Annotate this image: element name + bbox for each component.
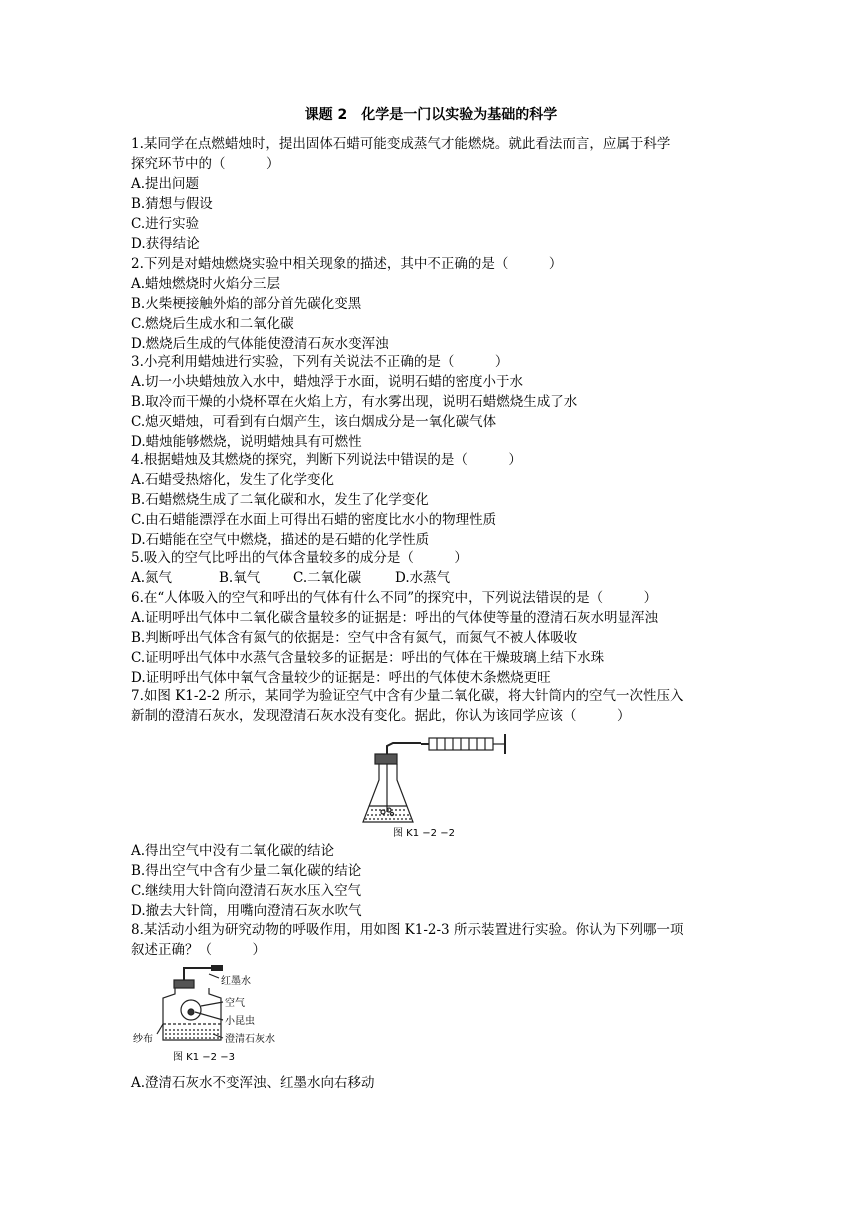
- question-4: [131, 450, 731, 550]
- option-c: C.燃烧后生成水和二氧化碳: [131, 316, 294, 332]
- option-b: B.氧气: [219, 570, 261, 586]
- question-stem: 5.吸入的空气比呼出的气体含量较多的成分是（ ）: [131, 550, 468, 566]
- label-air: 空气: [225, 998, 245, 1009]
- question-stem: 4.根据蜡烛及其燃烧的探究，判断下列说法中错误的是（ ）: [131, 452, 522, 468]
- question-8: [131, 920, 731, 960]
- question-2: [131, 254, 731, 354]
- option-a: A.切一小块蜡烛放入水中，蜡烛浮于水面，说明石蜡的密度小于水: [131, 374, 524, 390]
- question-stem: 6.在“人体吸入的空气和呼出的气体有什么不同”的探究中，下列说法错误的是（ ）: [131, 590, 658, 606]
- question-7-options: [131, 841, 731, 921]
- conical-flask: [363, 764, 413, 822]
- option-c: C.熄灭蜡烛，可看到有白烟产生，该白烟成分是一氧化碳气体: [131, 414, 497, 430]
- option-a: A.石蜡受热熔化，发生了化学变化: [131, 472, 335, 488]
- option-c: C.二氧化碳: [293, 570, 362, 586]
- option-d: D.获得结论: [131, 236, 200, 252]
- figure-caption: 图 K1 −2 −2: [393, 828, 455, 839]
- label-insect: 小昆虫: [225, 1016, 255, 1027]
- question-8-options: [131, 1073, 731, 1093]
- option-a: A.氮气: [131, 570, 173, 586]
- option-c: C.由石蜡能漂浮在水面上可得出石蜡的密度比水小的物理性质: [131, 512, 497, 528]
- figure-k1-2-3: [133, 962, 303, 1068]
- label-limewater: 澄清石灰水: [225, 1034, 275, 1045]
- option-c: C.证明呼出气体中水蒸气含量较多的证据是：呼出的气体在干燥玻璃上结下水珠: [131, 650, 605, 666]
- question-7: [131, 686, 731, 726]
- question-stem: 3.小亮利用蜡烛进行实验，下列有关说法不正确的是（ ）: [131, 354, 509, 370]
- syringe-flask-diagram: [355, 730, 535, 840]
- figure-caption: 图 K1 −2 −3: [173, 1052, 235, 1063]
- options-row: [131, 568, 731, 588]
- option-d: D.证明呼出气体中氧气含量较少的证据是：呼出的气体使木条燃烧更旺: [131, 670, 551, 686]
- question-stem: 新制的澄清石灰水，发现澄清石灰水没有变化。据此，你认为该同学应该（ ）: [131, 708, 631, 724]
- option-b: B.火柴梗接触外焰的部分首先碳化变黑: [131, 296, 362, 312]
- option-b: B.石蜡燃烧生成了二氧化碳和水，发生了化学变化: [131, 492, 429, 508]
- question-stem: 2.下列是对蜡烛燃烧实验中相关现象的描述，其中不正确的是（ ）: [131, 256, 563, 272]
- question-stem: 探究环节中的（ ）: [131, 156, 280, 172]
- question-3: [131, 352, 731, 452]
- option-a: A.提出问题: [131, 176, 200, 192]
- option-c: C.进行实验: [131, 216, 200, 232]
- page-title: 课题 2 化学是一门以实验为基础的科学: [304, 107, 558, 123]
- option-d: D.燃烧后生成的气体能使澄清石灰水变浑浊: [131, 336, 389, 352]
- figure-k1-2-2: [355, 730, 535, 840]
- question-stem: 7.如图 K1-2-2 所示，某同学为验证空气中含有少量二氧化碳，将大针筒内的空气一次性压入: [131, 688, 684, 704]
- option-d: D.蜡烛能够燃烧，说明蜡烛具有可燃性: [131, 434, 362, 450]
- label-gauze: 纱布: [133, 1034, 153, 1045]
- option-b: B.取冷而干燥的小烧杯罩在火焰上方，有水雾出现，说明石蜡燃烧生成了水: [131, 394, 578, 410]
- option-b: B.猜想与假设: [131, 196, 213, 212]
- option-a: A.蜡烛燃烧时火焰分三层: [131, 276, 281, 292]
- option-a: A.证明呼出气体中二氧化碳含量较多的证据是：呼出的气体使等量的澄清石灰水明显浑浊: [131, 610, 659, 626]
- question-stem: 8.某活动小组为研究动物的呼吸作用，用如图 K1-2-3 所示装置进行实验。你认为下列哪一项: [131, 922, 684, 938]
- option-c: C.继续用大针筒向澄清石灰水压入空气: [131, 883, 362, 899]
- rubber-stopper: [375, 754, 397, 764]
- option-d: D.撤去大针筒，用嘴向澄清石灰水吹气: [131, 903, 362, 919]
- question-5: [131, 548, 731, 588]
- option-b: B.得出空气中含有少量二氧化碳的结论: [131, 863, 362, 879]
- option-d: D.水蒸气: [395, 570, 451, 586]
- option-a: A.澄清石灰水不变浑浊、红墨水向右移动: [131, 1075, 375, 1091]
- question-stem: 1.某同学在点燃蜡烛时，提出固体石蜡可能变成蒸气才能燃烧。就此看法而言，应属于科学: [131, 136, 671, 152]
- question-6: [131, 588, 731, 688]
- question-stem: 叙述正确？（ ）: [131, 942, 266, 958]
- option-b: B.判断呼出气体含有氮气的依据是：空气中含有氮气，而氮气不被人体吸收: [131, 630, 578, 646]
- option-a: A.得出空气中没有二氧化碳的结论: [131, 843, 335, 859]
- respiration-apparatus-diagram: [133, 962, 303, 1068]
- question-1: [131, 134, 731, 254]
- label-red-ink: 红墨水: [221, 976, 251, 987]
- option-d: D.石蜡能在空气中燃烧，描述的是石蜡的化学性质: [131, 532, 430, 548]
